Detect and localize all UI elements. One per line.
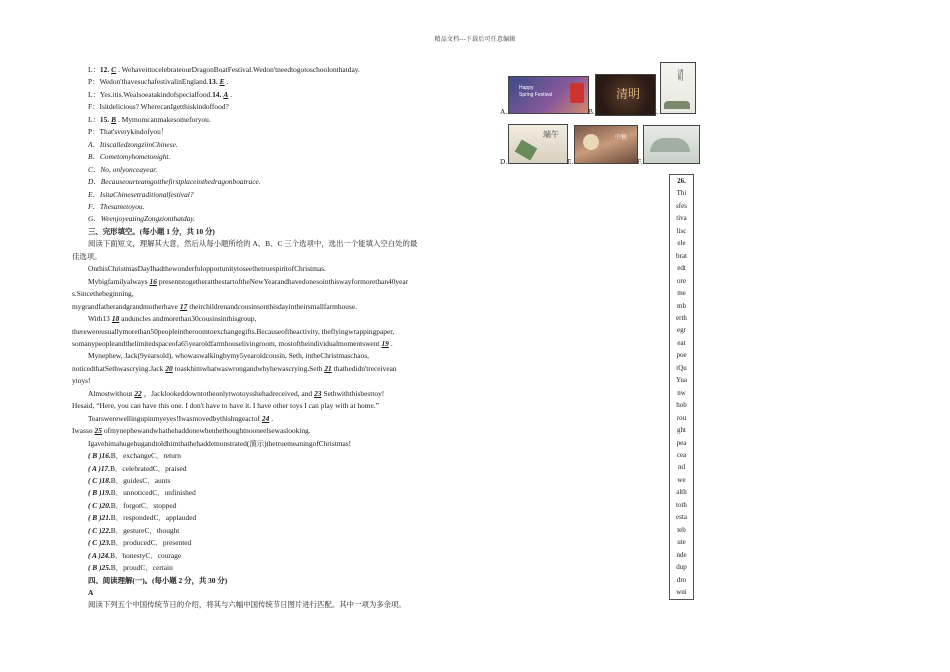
answer-row: ( B )16.B．exchangeC．return (88, 451, 181, 461)
answer-row: ( A )17.B．celebratedC．praised (88, 463, 187, 473)
answer-blank: C (111, 65, 117, 74)
answer-row: ( C )22.B．gestureC．thought (88, 525, 180, 535)
option-item: E．IsitaChinesetraditionalfestival? (88, 189, 194, 199)
passage-line: somanypeopleandthelimitedspaceofa65yearoldfarmhouselivingroom, mostoftheindividualmomentswent 19 . (72, 338, 393, 348)
festival-image-e: 中秋 (574, 125, 638, 164)
image-label-e: E. (567, 157, 574, 166)
passage-line: s.Sincethebeginning, (72, 289, 134, 299)
image-label-c: C. (652, 107, 659, 116)
festival-image-b: 清明 (595, 74, 656, 116)
dialogue-line: L：Yes.itis.Wealsoeatakindofspecialfood.14. A . (88, 89, 233, 99)
option-item: G．WeenjoyeatingZongzionthatday. (88, 214, 196, 224)
festival-image-d: 端午 (508, 124, 568, 164)
passage-line: With13 18 anduncles andmorethan30cousinsinthisgroup, (88, 314, 257, 324)
answer-blank: E (219, 77, 225, 87)
answer-blank: B (111, 114, 117, 124)
dialogue-line: P：That'sverykindofyou！ (88, 127, 169, 137)
passage-line: Almostwithout 22 ，Jacklookeddowntotheonlytwotoysshehadreceived, and 23 Sethwiththisbesttoy! (88, 388, 385, 398)
section-instruction: 阅读下面短文，理解其大意，然后从每小题所给的 A、B、C 三个选项中，选出一个能填入空白处的最 (88, 239, 418, 249)
passage-line: noticedthatSethwascrying.Jack 20 toaskhimwhatwaswrongandwhyhewascrying.Seth 21 thathedidn'treceivean (72, 363, 397, 373)
passage-line: therewereusuallymorethan50peopleintheroomtoexchangegifts.Becauseoftheactivity, theflyingwrappingpaper, (72, 326, 395, 336)
image-label-d: D. (500, 157, 508, 166)
passage-line: Mynephew, Jack(9yearsold), whowaswalkingbymy5yearoldcousin, Seth, intheChristmaschaos, (88, 351, 369, 361)
passage-line: Mybigfamilyalways 16 presentstogetheratthestartoftheNewYearandhavedonesointhiswayformorethan40year (88, 276, 409, 286)
passage-line: OnthisChristmasDayIhadthewonderfulopportunitytoseethetruespiritofChristmas. (88, 264, 326, 274)
passage-line: Iwasso 25 ofmynephewandwhathehaddonewhenhethoughtnooneelsewaslooking. (72, 426, 311, 436)
image-label-f: F. (637, 157, 643, 166)
section-title: 三、完形填空。(每小题 1 分，共 10 分) (88, 226, 215, 236)
answer-row: ( A )24.B．honestyC．courage (88, 550, 182, 560)
answer-row: ( C )20.B．forgotC．stopped (88, 500, 177, 510)
answer-row: ( C )18.B．guidesC．aunts (88, 475, 171, 485)
image-label-a: A. (500, 107, 508, 116)
option-item: F．Thesametoyou. (88, 201, 145, 211)
answer-row: ( B )25.B．proudC．certain (88, 563, 173, 573)
passage-line: ytoys! (72, 376, 91, 386)
dialogue-line: P：Wedon'thavesuchafestivalinEngland.13. E . (88, 77, 229, 87)
passage-line: mygrandfatherandgrandmotherhave 17 theirchildrenandcousinsonthisdayintheirsmallfarmhouse. (72, 301, 357, 311)
main-content (72, 64, 472, 612)
passage-line: Tearswerewellingupinmyeyes!Iwasmovedbythishugeactof 24 . (88, 413, 274, 423)
festival-image-c: 清明 (660, 62, 696, 114)
answer-row: ( B )21.B．respondedC．applauded (88, 513, 197, 523)
dialogue-line: F：Isitdelicious? WherecanIgetthiskindoffood? (88, 102, 229, 112)
section-sub: A (88, 588, 94, 598)
option-item: D．Becauseourteamgotthefirstplaceinthedragonboatrace. (88, 177, 261, 187)
section-title: 四、阅读理解(一)。(每小题 2 分，共 30 分) (88, 575, 228, 585)
option-item: C．No, onlyonceayear. (88, 164, 158, 174)
answer-blank: A (223, 89, 229, 99)
option-item: A．ItiscalledzongziinChinese. (88, 139, 178, 149)
passage-line: Hesaid, “Here, you can have this one. I don't have to have it. I have other toys I can play with at home.” (72, 401, 379, 411)
festival-image-f (643, 125, 700, 164)
passage-line: Igavehimahugehugandtoldhimthathehaddemonstrated(演示)thetruemeaningofChristmas! (88, 438, 352, 448)
dialogue-line: L：15. B . Mymomcanmakesomeforyou. (88, 114, 211, 124)
festival-image-a: Happy Spring Festival (508, 76, 589, 114)
image-label-b: B. (588, 107, 595, 116)
answer-row: ( C )23.B．producedC．presented (88, 538, 192, 548)
option-item: B．Cometomyhometonight. (88, 152, 171, 162)
section-instruction: 阅读下列五个中国传统节日的介绍，将其与六幅中国传统节日图片进行匹配。其中一项为多余项。 (88, 600, 406, 610)
section-instruction: 佳选项。 (72, 251, 102, 261)
dialogue-line: L：12. C . WehaveittocelebrateourDragonBoatFestival.Wedon'tneedtogotoschoolonthatday. (88, 65, 360, 74)
page-header: 精品文档---下载后可任意编辑 (434, 37, 516, 43)
answer-row: ( B )19.B．unnoticedC．unfinished (88, 488, 196, 498)
side-text-column: 26. Thi sfes tiva lisc ele brat edt ore me mb erth egr eat poe tQu Yua nw hob rou ght pea cea nd we alth toth esta teb ute nde dup dro wni (669, 174, 694, 600)
